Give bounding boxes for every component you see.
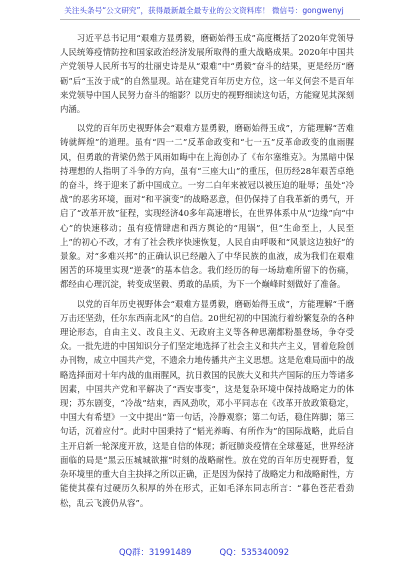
document-body	[60, 31, 354, 535]
footer-qq: QQ：535340092	[219, 547, 290, 557]
page-footer	[0, 546, 408, 558]
paragraph-3: 以党的百年历史视野体会“艰难方显勇毅，磨砺始得玉成”，方能理解“千磨万击还坚劲，任尔东西南北风”的自信。20世纪初的中国流行着纷繁复杂的各种理论形态，自由主义、改良主义、无政府主义等各种思潮都粉墨登场，争夺受众。一批先进的中国知识分子们坚定地选择了社会主义和共产主义，冒着危险创办刊物，成立中国共产党，不遗余力地传播共产主义思想。这是危难局面中的战略选择面对十年内战的血雨腥风，抗日救国的民族大义和共产国际的压力等诸多因素，中国共产党和平解决了“西安事变”，这是复杂环境中保持战略定力的体现；苏东剧变，“冷战”结束，西风劲吹，邓小平同志在《改革开放政策稳定，中国大有希望》一文中提出“第一句话，冷静观察；第二句话，稳住阵脚；第三句话，沉着应付”。此时中国秉持了“韬光养晦、有所作为”的国际战略，此后自主开启新一轮深度开放，这是自信的体现；新冠肺炎疫情在全球蔓延，世界经济面临的局是“黑云压城城欲摧”时刻的战略耐性。放在党的百年历史视野看，复杂环境里的重大自主抉择之所以正确，正是因为保持了战略定力和战略耐性，方能使其葆有过硬历久积厚的外在形式，正如毛泽东同志所言：“暮色苍茫看劲松，乱云飞渡仍从容”。	[60, 298, 354, 508]
paragraph-1: 习近平总书记用“艰难方显勇毅，磨砺始得玉成”高度概括了2020年党领导人民统筹疫情防控和国家政治经济发展所取得的重大战略成果。2020年中国共产党领导人民所书写的壮丽史诗是从“艰难”中“勇毅”奋斗的结果，更是经历“磨砺”后“玉汝于成”的自然显现。站在建党百年历史方位，这一年义何尝不是百年来党领导中国人民努力奋斗的缩影？以历史的视野细读这句话，方能窥见其深刻内涵。	[60, 33, 354, 115]
header-divider	[60, 19, 360, 20]
footer-qq-group: QQ群：31991489	[118, 547, 192, 557]
paragraph-2: 以党的百年历史视野体会“艰难方显勇毅，磨砺始得玉成”，方能理解“苦难铸就辉煌”的道理。虽有“四一二”反革命政变和“七一五”反革命政变的血雨腥风，但勇敢的背梁仍然于风雨如晦中在上海创办了《布尔塞维克》。为黑暗中保持理想的人指明了斗争的方向，虽有“三座大山”的重压，但历经28年艰苦卓绝的奋斗，终于迎来了新中国成立。一穷二白年来被冠以被压迫的耻辱；虽处“冷战”的恶劣环境，面对“和平演变”的战略恶意，但仍保持了自我革新的勇气，开启了“改革开放”征程，实现经济40多年高速增长，在世界体系中从“边缘”向“中心”的快速移动；虽有疫情肆虐和西方舆论的“甩锅”，但“生命至上，人民至上”的初心不改，才有了社会秩序快速恢复，人民自由呼吸和“风景这边独好”的景象。对“多难兴邦”的正确认识已经融入了中华民族的血液，成为我们在艰难困苦的环境里实现“逆袭”的基本信念。我们经历的每一场劫难所留下的伤痛，都经由心理沉淀，转变成坚毅、勇敢的品质，为下一个巅峰时刻做好了准备。	[60, 123, 354, 290]
page-header: 关注头条号“公文研究”，获得最新最全最专业的公文资料库！ 微信号：gongwenyj	[64, 6, 344, 15]
